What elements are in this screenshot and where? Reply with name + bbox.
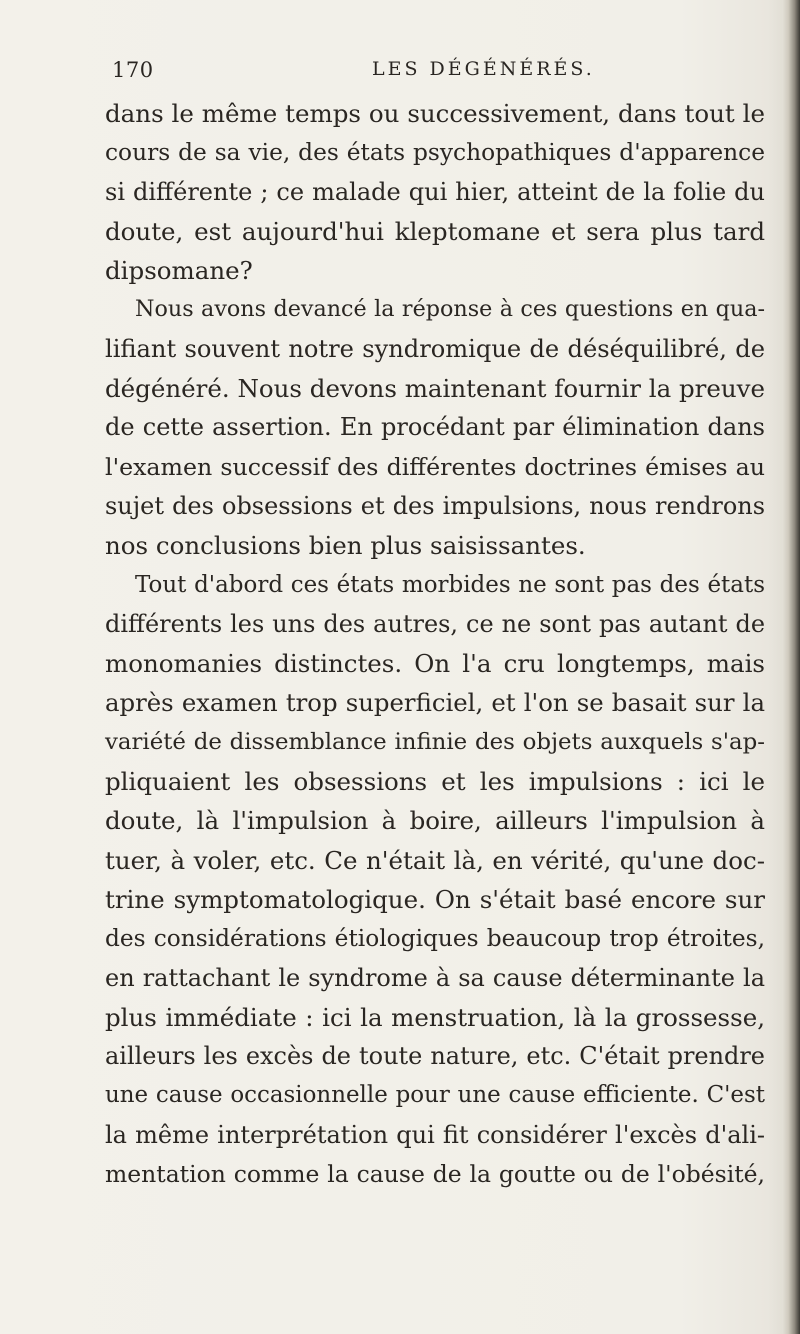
text-line: Tout d'abord ces états morbides ne sont pas des états — [135, 571, 765, 598]
text-line: trine symptomatologique. On s'était basé encore sur — [105, 884, 765, 914]
text-line: sujet des obsessions et des impulsions, nous rendrons — [105, 491, 765, 520]
text-line: pliquaient les obsessions et les impulsions : ici le — [105, 767, 765, 797]
text-line: après examen trop superficiel, et l'on se basait sur la — [105, 688, 765, 718]
text-line: plus immédiate : ici la menstruation, là la grossesse, — [105, 1002, 765, 1032]
page-number: 170 — [112, 58, 154, 82]
text-line: lifiant souvent notre syndromique de déséquilibré, de — [105, 334, 765, 363]
page-edge-shadow — [782, 0, 800, 1334]
text-line: une cause occasionnelle pour une cause efficiente. C'est — [105, 1082, 765, 1109]
text-line: mentation comme la cause de la goutte ou de l'obésité, — [105, 1160, 765, 1189]
text-line: si différente ; ce malade qui hier, atteint de la folie du — [105, 177, 765, 206]
text-line: ailleurs les excès de toute nature, etc. C'était prendre — [105, 1042, 765, 1071]
text-line: l'examen successif des différentes doctrines émises au — [105, 452, 765, 481]
text-line: tuer, à voler, etc. Ce n'était là, en vérité, qu'une doc- — [105, 845, 765, 875]
running-head: LES DÉGÉNÉRÉS. — [372, 58, 595, 80]
text-line: différents les uns des autres, ce ne sont pas autant de — [105, 609, 765, 638]
text-line: dipsomane? — [105, 256, 253, 286]
text-line: Nous avons devancé la réponse à ces questions en qua- — [135, 296, 765, 323]
text-line: doute, là l'impulsion à boire, ailleurs l'impulsion à — [105, 806, 765, 836]
text-line: cours de sa vie, des états psychopathiques d'apparence — [105, 139, 765, 167]
text-line: des considérations étiologiques beaucoup trop étroites, — [105, 925, 765, 953]
text-line: nos conclusions bien plus saisissantes. — [105, 531, 586, 561]
text-line: dans le même temps ou successivement, dans tout le — [105, 99, 765, 128]
page-header — [112, 58, 762, 88]
text-line: la même interprétation qui fit considérer l'excès d'ali- — [105, 1120, 765, 1149]
text-line: doute, est aujourd'hui kleptomane et sera plus tard — [105, 216, 765, 246]
text-line: variété de dissemblance infinie des objets auxquels s'ap- — [105, 728, 765, 755]
body-text — [105, 94, 765, 1194]
text-line: en rattachant le syndrome à sa cause déterminante la — [105, 963, 765, 992]
text-line: de cette assertion. En procédant par élimination dans — [105, 413, 765, 442]
text-line: dégénéré. Nous devons maintenant fournir la preuve — [105, 374, 765, 404]
text-line: monomanies distinctes. On l'a cru longtemps, mais — [105, 649, 765, 679]
